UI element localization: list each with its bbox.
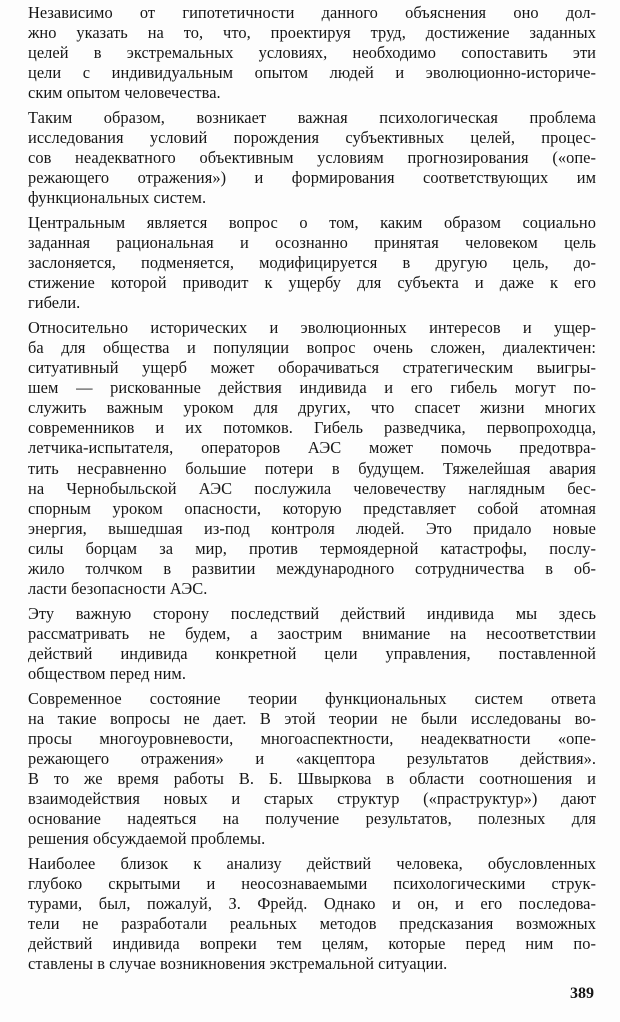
paragraph: [28, 854, 596, 975]
text-line: обществом перед ним.: [28, 664, 187, 683]
text-line: на такие вопросы не дает. В этой теории не были исследованы во-: [28, 708, 596, 728]
text-line: действий индивида вопреки тем целям, которые перед ним по-: [28, 934, 596, 954]
text-line: просы многоуровневости, многоаспектности, неадекватности «опе-: [28, 728, 596, 748]
text-line: В то же время работы В. Б. Швыркова в области соотношения и: [28, 768, 596, 788]
text-line: исследования условий порождения субъективных целей, процес-: [28, 128, 596, 148]
paragraph: [28, 3, 596, 103]
text-line: спорным уроком опасности, которую представляет собой атомная: [28, 498, 596, 518]
text-line: заслоняется, подменяется, модифицируется в другую цель, до-: [28, 253, 596, 273]
text-line: ставлены в случае возникновения экстремальной ситуации.: [28, 954, 448, 974]
text-line: ба для общества и популяции вопрос очень сложен, диалектичен:: [28, 338, 596, 357]
text-line: целей в экстремальных условиях, необходимо сопоставить эти: [28, 43, 596, 63]
paragraph: [28, 213, 596, 313]
text-line: стижение которой приводит к ущербу для субъекта и даже к его: [28, 273, 596, 293]
text-line: шем — рискованные действия индивида и его гибель могут по-: [28, 378, 596, 398]
text-line: режающего отражения» и «акцептора результатов действия».: [28, 748, 596, 768]
text-line: режающего отражения») и формирования соответствующих им: [28, 168, 596, 188]
text-line: служить важным уроком для других, что спасет жизни многих: [28, 398, 596, 418]
text-line: жно указать на то, что, проектируя труд, достижение заданных: [28, 23, 596, 43]
text-line: основание надеяться на получение результатов, полезных для: [28, 809, 596, 829]
text-line: современников и их потомков. Гибель разведчика, первопроходца,: [28, 418, 596, 438]
text-line: Современное состояние теории функциональных систем ответа: [28, 688, 596, 708]
text-line: Таким образом, возникает важная психологическая проблема: [28, 107, 596, 127]
text-line: ситуативный ущерб может оборачиваться стратегическим выигры-: [28, 358, 596, 378]
text-line: Относительно исторических и эволюционных интересов и ущер-: [28, 317, 596, 337]
text-line: взаимодействия новых и старых структур («праструктур») дают: [28, 789, 596, 809]
text-line: ским опытом человечества.: [28, 83, 221, 103]
text-line: глубоко скрытыми и неосознаваемыми психологическими струк-: [28, 873, 596, 893]
text-line: летчика-испытателя, операторов АЭС может помочь предотвра-: [28, 438, 596, 458]
paragraph: [28, 604, 596, 684]
text-line: гибели.: [28, 293, 81, 313]
text-line: действий индивида конкретной цели управления, поставленной: [28, 643, 596, 663]
text-line: заданная рациональная и осознанно принятая человеком цель: [28, 233, 596, 253]
text-line: тить несравненно большие потери в будущем. Тяжелейшая авария: [28, 458, 596, 478]
paragraph: [28, 689, 596, 850]
text-line: жило толчком в развитии международного сотрудничества в об-: [28, 559, 596, 579]
text-line: функциональных систем.: [28, 188, 207, 208]
text-line: Наиболее близок к анализу действий человека, обусловленных: [28, 853, 596, 873]
paragraph: [28, 108, 596, 208]
text-line: силы борцам за мир, против термоядерной катастрофы, послу-: [28, 538, 596, 558]
text-line: рассматривать не будем, а заострим внимание на несоответствии: [28, 623, 596, 643]
text-line: Центральным является вопрос о том, каким образом социально: [28, 212, 596, 232]
text-line: энергия, вышедшая из-под контроля людей. Это придало новые: [28, 518, 596, 538]
paragraph: [28, 318, 596, 599]
page-number: 389: [570, 985, 594, 1002]
text-line: цели с индивидуальным опытом людей и эволюционно-историче-: [28, 63, 596, 83]
text-line: тели не разработали реальных методов предсказания возможных: [28, 914, 596, 934]
text-line: Эту важную сторону последствий действий индивида мы здесь: [28, 603, 596, 623]
text-line: на Чернобыльской АЭС послужила человечеству наглядным бес-: [28, 478, 596, 498]
text-line: решения обсуждаемой проблемы.: [28, 829, 266, 849]
text-line: турами, был, пожалуй, З. Фрейд. Однако и он, и его последова-: [28, 894, 596, 914]
text-line: ласти безопасности АЭС.: [28, 579, 208, 599]
text-line: сов неадекватного объективным условиям прогнозирования («опе-: [28, 148, 596, 168]
text-line: Независимо от гипотетичности данного объяснения оно дол-: [28, 3, 596, 22]
body-text: [28, 3, 596, 979]
